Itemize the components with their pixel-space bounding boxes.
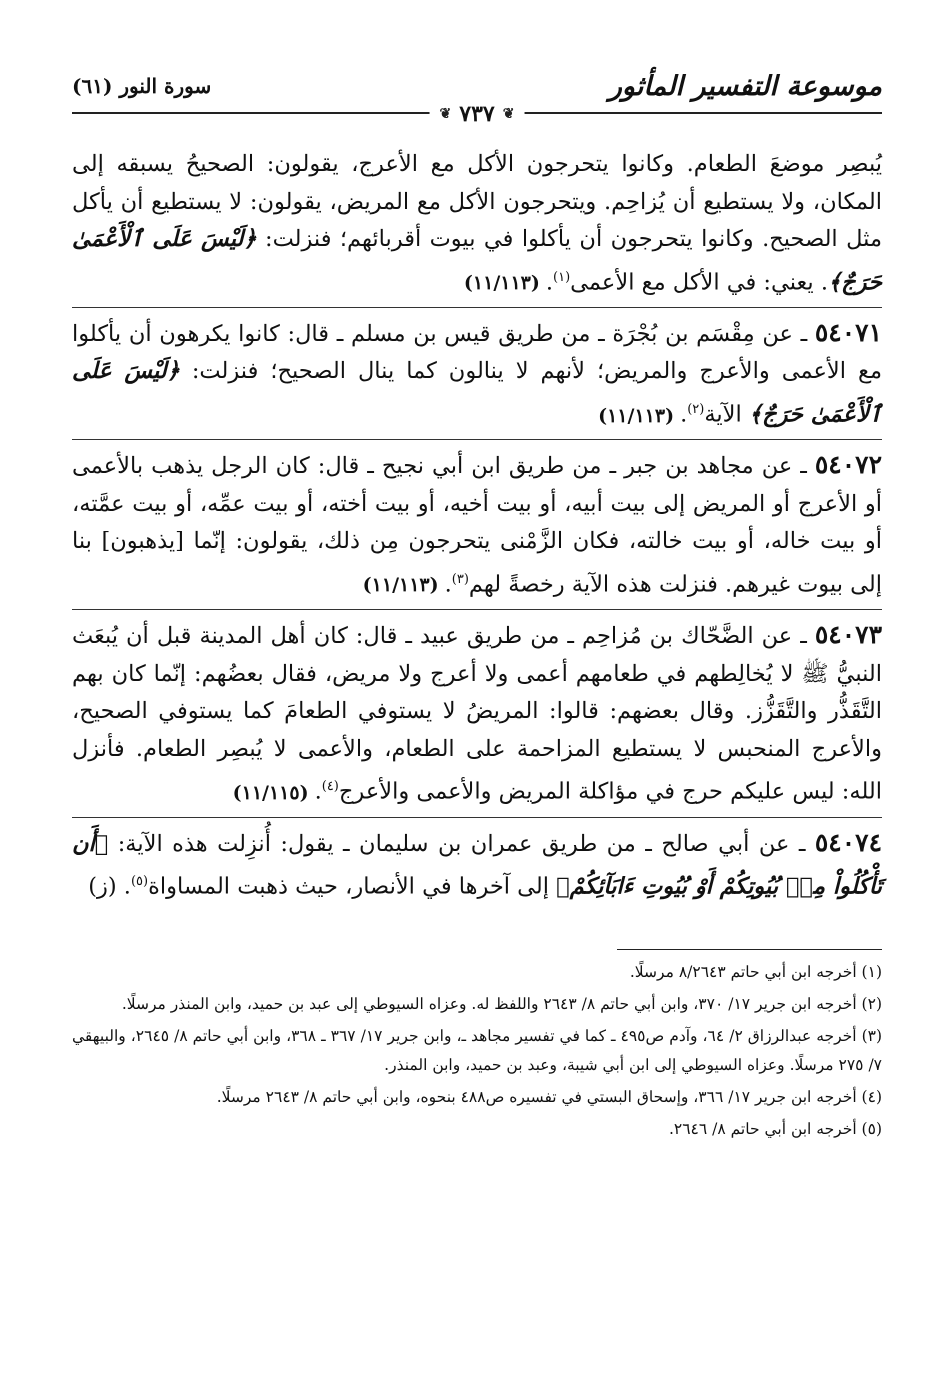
narration-text: ـ عن مجاهد بن جبر ـ من طريق ابن أبي نجيح ـ قال: كان الرجل يذهب بالأعمى أو الأعرج أو المريض إلى بيت أبيه، أو بيت أخيه، أو بيت أخته، أو بيت عمِّه، أو بيت عمَّته، أو بيت خاله، أو بيت خالته، فكان الزَّمْنى يتحرجون مِن ذلك، يقولون: إنّما [يذهبون] بنا إلى بيوت غيرهم. فنزلت هذه الآية رخصةً لهم xyxy=(72,453,882,598)
footnote-marker: (٥) xyxy=(130,874,149,890)
quran-quote: ﴿لَيْسَ عَلَى ٱلْأَعْمَىٰ حَرَجٌ﴾ xyxy=(72,358,882,428)
ornament-icon: ❦ xyxy=(502,106,515,122)
footnote: (٤) أخرجه ابن جرير ١٧/ ٣٦٦، وإسحاق البستي في تفسيره ص٤٨٨ بنحوه، وابن أبي حاتم ٨/ ٢٦٤٣ مرسلًا. xyxy=(216,1088,882,1107)
surah-label: سورة النور (٦١) xyxy=(72,74,212,98)
volume-reference: (١١/١١٣) xyxy=(598,404,675,427)
narration-text-tail: . يعني: في الأكل مع الأعمى xyxy=(570,269,828,296)
footnote-marker: (١) xyxy=(553,269,571,285)
narration-paragraph xyxy=(72,616,882,812)
narration-end: . xyxy=(314,778,322,805)
narration-text: ـ عن مِقْسَم بن بُجْرَة ـ من طريق قيس بن مسلم ـ قال: كانوا يكرهون أن يأكلوا مع الأعمى والأعرج والمريض؛ لأنهم لا ينالون كما ينال الصحيح؛ فنزلت: xyxy=(72,320,883,385)
narration-text-tail: إلى آخرها في الأنصار، حيث ذهبت المساواة xyxy=(148,873,557,900)
running-header xyxy=(72,60,882,127)
volume-reference: (١١/١١٣) xyxy=(362,574,439,597)
narration-end: . xyxy=(444,571,452,598)
volume-reference: (١١/١١٣) xyxy=(463,272,540,295)
narration-text: ـ عن أبي صالح ـ من طريق عمران بن سليمان ـ يقول: أُنزِلت هذه الآية: xyxy=(108,830,815,857)
volume-reference: (١١/١١٥) xyxy=(232,781,309,804)
narration-end: . (ز) xyxy=(88,873,131,900)
footnote: (٢) أخرجه ابن جرير ١٧/ ٣٧٠، وابن أبي حاتم ٨/ ٢٦٤٣ واللفظ له. وعزاه السيوطي إلى عبد بن حميد، وابن المنذر مرسلًا. xyxy=(121,995,882,1014)
narration-paragraph xyxy=(72,446,882,605)
footnote-marker: (٣) xyxy=(451,571,469,587)
page-number: ٧٣٧ xyxy=(459,101,495,127)
narration-number: ٥٤٠٧١ xyxy=(814,317,882,347)
footnote-marker: (٤) xyxy=(321,779,339,795)
ornament-icon: ❦ xyxy=(439,106,452,122)
document-page xyxy=(72,60,882,1360)
footnote-divider xyxy=(617,949,882,950)
narration-paragraph xyxy=(72,144,882,303)
quran-quote: ﴿أَن تَأْكُلُواْ مِنۢ بُيُوتِكُمْ أَوْ بُيُوتِ ءَابَآئِكُمْ﴾ xyxy=(72,830,882,900)
narration-number: ٥٤٠٧٣ xyxy=(814,620,882,650)
quran-quote: ﴿لَيْسَ عَلَى ٱلْأَعْمَىٰ حَرَجٌ﴾ xyxy=(72,226,882,296)
footnote: (٥) أخرجه ابن أبي حاتم ٨/ ٢٦٤٦. xyxy=(668,1120,882,1139)
narration-end: . xyxy=(680,401,688,428)
footnote-marker: (٢) xyxy=(687,402,705,418)
narration-text: يُبصِر موضعَ الطعام. وكانوا يتحرجون الأكل مع الأعرج، يقولون: الصحيحُ يسبقه إلى المكان، ولا يستطيع أن يُزاحِم. ويتحرجون الأكل مع المريض، يقولون: لا يستطيع أن يأكل مثل الصحيح. وكانوا يتحرجون أن يأكلوا في بيوت أقربائهم؛ فنزلت: xyxy=(72,151,882,253)
footnote: (٣) أخرجه عبدالرزاق ٢/ ٦٤، وآدم ص٤٩٥ ـ كما في تفسير مجاهد ـ، وابن جرير ١٧/ ٣٦٧ ـ ٣٦٨، وابن أبي حاتم ٨/ ٢٦٤٥، والبيهقي ٧/ ٢٧٥ مرسلًا. وعزاه السيوطي إلى ابن أبي شيبة، وعبد بن حميد، وابن المنذر. xyxy=(72,1027,883,1075)
footnotes xyxy=(72,958,882,1144)
narration-end: . xyxy=(545,269,554,296)
page-number-block xyxy=(430,101,525,127)
paragraph-separator xyxy=(72,439,882,440)
footnote: (١) أخرجه ابن أبي حاتم ٨/٢٦٤٣ مرسلًا. xyxy=(629,963,882,982)
narration-number: ٥٤٠٧٤ xyxy=(814,827,882,857)
main-text xyxy=(72,144,882,907)
narration-paragraph xyxy=(72,314,882,435)
narration-text: ـ عن الضَّحّاك بن مُزاحِم ـ من طريق عبيد ـ قال: كان أهل المدينة قبل أن يُبعَث النبيُّ ﷺ لا يُخالِطهم في طعامهم أعمى ولا أعرج ولا مريض، فقال بعضُهم: إنّما كان بهم التَّقَذُّر والتَّقَزُّز. وقال بعضهم: قالوا: المريضُ لا يستوفي الطعامَ كما يستوفي الصحيح، والأعرج المنحبس لا يستطيع المزاحمة على الطعام، والأعمى لا يُبصِر الطعام. فأنزل الله: ليس عليكم حرج في مؤاكلة المريض والأعمى والأعرج xyxy=(72,623,882,805)
narration-number: ٥٤٠٧٢ xyxy=(814,450,882,480)
book-title: موسوعة التفسير المأثور xyxy=(608,70,882,102)
narration-paragraph xyxy=(72,824,882,908)
paragraph-separator xyxy=(72,817,882,818)
narration-text-tail: الآية xyxy=(704,401,749,428)
paragraph-separator xyxy=(72,609,882,610)
paragraph-separator xyxy=(72,307,882,308)
